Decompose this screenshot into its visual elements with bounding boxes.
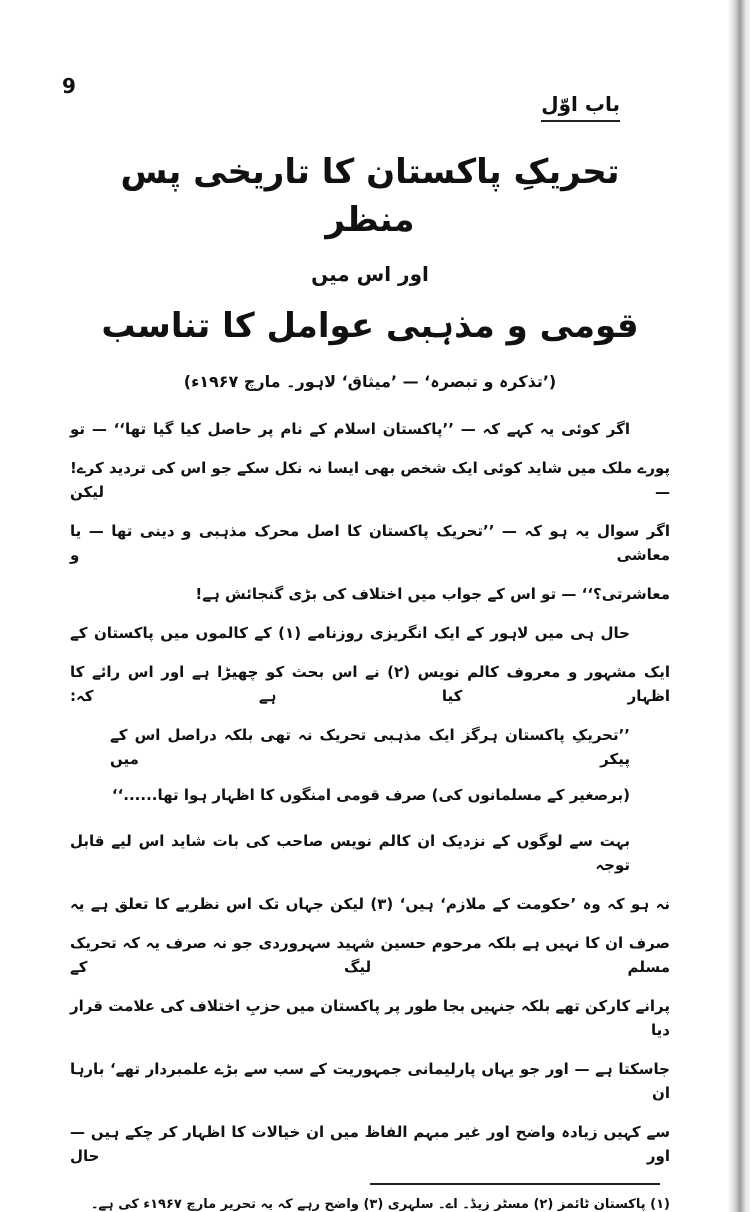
page-number: 9: [62, 74, 76, 98]
body-line: پورے ملک میں شاید کوئی ایک شخص بھی ایسا نہ نکل سکے جو اس کی تردید کرے! — لیکن: [70, 459, 670, 501]
body-line: ایک مشہور و معروف کالم نویس (۲) نے اس بحث کو چھیڑا ہے اور اس رائے کا اظہار کیا ہے کہ:: [70, 663, 671, 705]
body-line: سے کہیں زیادہ واضح اور غیر مبہم الفاظ میں ان خیالات کا اظہار کر چکے ہیں — اور حال: [70, 1123, 670, 1165]
paragraph-2: [70, 829, 670, 1168]
chapter-title: تحریکِ پاکستان کا تاریخی پس منظر: [120, 152, 620, 240]
body-line: جاسکتا ہے — اور جو یہاں پارلیمانی جمہوریت کے سب سے بڑے علمبردار تھے‘ بارہا ان: [70, 1060, 670, 1102]
body-line: اگر سوال یہ ہو کہ — ’’تحریک پاکستان کا اصل محرک مذہبی و دینی تھا — یا معاشی و: [70, 522, 670, 564]
book-spine-shadow: [728, 0, 750, 1212]
quote-line: ’’تحریکِ پاکستان ہرگز ایک مذہبی تحریک نہ تھی بلکہ دراصل اس کے پیکر میں: [110, 726, 630, 768]
chapter-heading-row: [70, 92, 670, 122]
body-line: صرف ان کا نہیں ہے بلکہ مرحوم حسین شہید سہروردی جو نہ صرف یہ کہ تحریک مسلم لیگ کے: [70, 934, 670, 976]
footnote-divider: [370, 1183, 660, 1185]
body-line: معاشرتی؟‘‘ — تو اس کے جواب میں اختلاف کی بڑی گنجائش ہے!: [195, 585, 670, 603]
chapter-label: باب اوّل: [541, 92, 620, 122]
body-line: حال ہی میں لاہور کے ایک انگریزی روزنامے (۱) کے کالموں میں پاکستان کے: [70, 624, 630, 642]
body-line: پرانے کارکن تھے بلکہ جنہیں بجا طور پر پاکستان میں حزبِ اختلاف کی علامت قرار دیا: [70, 997, 670, 1039]
chapter-subtitle: قومی و مذہبی عوامل کا تناسب: [101, 306, 639, 346]
title-connector: اور اس میں: [311, 262, 429, 286]
body-line: اگر کوئی یہ کہے کہ — ’’پاکستان اسلام کے نام پر حاصل کیا گیا تھا‘‘ — تو: [70, 420, 630, 438]
quote-line: (برصغیر کے مسلمانوں کی) صرف قومی امنگوں کا اظہار ہوا تھا......‘‘: [111, 786, 630, 804]
footnotes: (۱) پاکستان ٹائمز (۲) مسٹر زیڈ۔ اے۔ سلہری (۳) واضح رہے کہ یہ تحریر مارچ ۱۹۶۷ء کی ہے۔: [90, 1197, 670, 1212]
page-content: [70, 0, 670, 1212]
paragraph-1: [70, 417, 670, 807]
body-line: بہت سے لوگوں کے نزدیک ان کالم نویس صاحب کی بات شاید اس لیے قابل توجہ: [70, 832, 630, 874]
source-citation: (’تذکرہ و تبصرہ‘ — ’میثاق‘ لاہور۔ مارچ ۱۹۶۷ء): [183, 372, 557, 391]
body-line: نہ ہو کہ وہ ’حکومت کے ملازم‘ ہیں‘ (۳) لیکن جہاں تک اس نظریے کا تعلق ہے یہ: [70, 895, 670, 913]
